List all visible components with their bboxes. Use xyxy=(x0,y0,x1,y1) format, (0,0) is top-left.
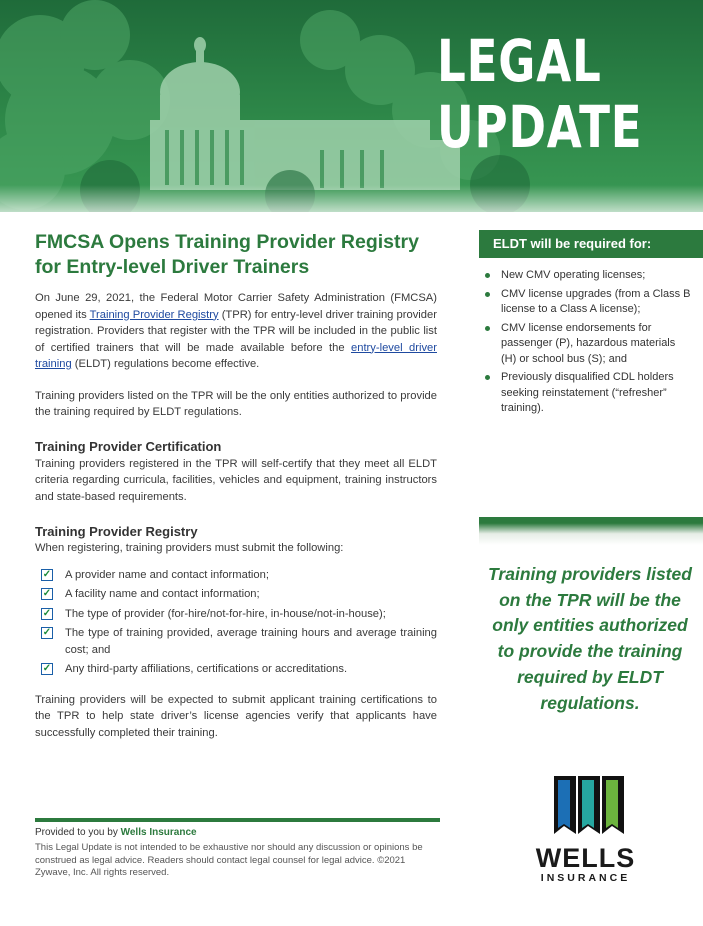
intro-paragraph: On June 29, 2021, the Federal Motor Carrier Safety Administration (FMCSA) opened its Training Provider Registry (TPR) for entry-level driver training provider registration. Providers that register with the TPR will be included in the public list of certified trainers that will be made available before the entry-level driver training (ELDT) regulations become effective. xyxy=(35,292,437,370)
training-provider-registry-link[interactable]: Training Provider Registry xyxy=(89,308,219,321)
banner-fade xyxy=(0,185,703,225)
disclaimer: This Legal Update is not intended to be exhaustive nor should any discussion or opinions be construed as legal advice. Readers should contact legal counsel for legal advice. ©2021 Zywave, Inc. All rights reserved. xyxy=(35,842,423,878)
bullet-icon xyxy=(485,326,490,331)
legal-update-title xyxy=(437,27,643,161)
checkbox-checked-icon: ✓ xyxy=(42,663,52,674)
requirement-item: New CMV operating licenses; xyxy=(483,268,693,284)
entry-level-driver-training-link[interactable]: entry-level driver training xyxy=(35,341,437,370)
registration-checklist xyxy=(35,567,437,678)
registry-heading: Training Provider Registry xyxy=(35,524,198,539)
title-line-2: UPDATE xyxy=(437,93,643,161)
provider-name: Wells Insurance xyxy=(120,827,197,838)
certification-heading: Training Provider Certification xyxy=(35,438,222,454)
article-title-line-1: FMCSA Opens Training Provider Registry xyxy=(35,231,419,253)
checklist-item: ✓ A facility name and contact information; xyxy=(42,588,260,600)
checklist-item: ✓ The type of provider (for-hire/not-for-hire, in-house/not-in-house); xyxy=(42,607,386,620)
wells-insurance-logo xyxy=(518,774,653,889)
authorized-paragraph: Training providers listed on the TPR will be the only entities authorized to provide the training required by ELDT regulations. xyxy=(35,389,437,418)
eldt-requirements-list xyxy=(483,268,693,420)
checkbox-checked-icon: ✓ xyxy=(42,627,52,638)
footer xyxy=(35,818,440,880)
title-line-1: LEGAL xyxy=(437,27,602,95)
logo-subtitle: INSURANCE xyxy=(540,872,631,884)
article-title xyxy=(35,230,437,280)
bullet-icon xyxy=(485,292,490,297)
registry-intro: When registering, training providers must submit the following: xyxy=(35,542,344,554)
checklist-item: ✓ The type of training provided, average training hours and average training cost; and xyxy=(42,627,437,656)
provided-by: Provided to you by Wells Insurance xyxy=(35,827,197,838)
bullet-icon xyxy=(485,375,490,380)
certification-paragraph: Training providers registered in the TPR will self-certify that they meet all ELDT criteria regarding curricula, facilities, vehicles and equipment, training instructors and state-based requirements. xyxy=(35,457,437,503)
checkbox-checked-icon: ✓ xyxy=(42,568,52,580)
sidebar-divider xyxy=(479,517,703,545)
logo-wordmark: WELLS xyxy=(535,843,636,873)
checkbox-checked-icon: ✓ xyxy=(42,607,52,619)
pull-quote: Training providers listed on the TPR will be the only entities authorized to provide the training required by ELDT regulations. xyxy=(488,564,692,713)
article xyxy=(35,230,437,741)
header-banner xyxy=(0,0,703,212)
closing-paragraph: Training providers will be expected to submit applicant training certifications to the TPR to help state driver’s license agencies verify that applicants have successfully completed their training. xyxy=(35,693,437,739)
requirement-item: CMV license endorsements for passenger (P), hazardous materials (H) or school bus (S); and xyxy=(483,321,693,368)
requirement-item: CMV license upgrades (from a Class B license to a Class A license); xyxy=(483,287,693,318)
checklist-item: ✓ Any third-party affiliations, certifications or accreditations. xyxy=(42,663,348,675)
sidebar-heading: ELDT will be required for: xyxy=(479,230,703,258)
requirement-item: Previously disqualified CDL holders seeking reinstatement (“refresher” training). xyxy=(483,370,693,417)
bullet-icon xyxy=(485,273,490,278)
logo-mark-icon xyxy=(518,774,653,844)
article-title-line-2: for Entry-level Driver Trainers xyxy=(35,256,310,278)
checklist-item: ✓ A provider name and contact information; xyxy=(42,568,269,581)
checkbox-checked-icon: ✓ xyxy=(42,588,52,599)
footer-rule xyxy=(35,818,440,822)
